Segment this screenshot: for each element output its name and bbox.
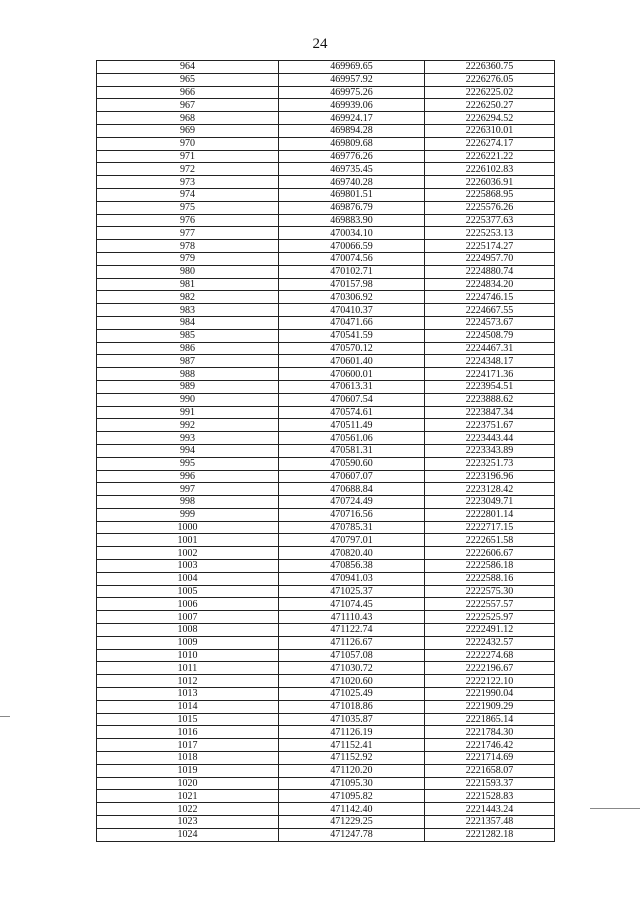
- point-number-cell: 994: [97, 444, 279, 457]
- table-row: [97, 534, 555, 547]
- table-row: [97, 700, 555, 713]
- x-coordinate-cell: 470797.01: [279, 534, 425, 547]
- table-row: [97, 419, 555, 432]
- y-coordinate-cell: 2221593.37: [425, 777, 555, 790]
- y-coordinate-cell: 2222525.97: [425, 611, 555, 624]
- y-coordinate-cell: 2221909.29: [425, 700, 555, 713]
- y-coordinate-cell: 2224573.67: [425, 316, 555, 329]
- y-coordinate-cell: 2221443.24: [425, 803, 555, 816]
- y-coordinate-cell: 2224508.79: [425, 329, 555, 342]
- table-row: [97, 316, 555, 329]
- x-coordinate-cell: 469894.28: [279, 124, 425, 137]
- x-coordinate-cell: 471025.37: [279, 585, 425, 598]
- y-coordinate-cell: 2226294.52: [425, 112, 555, 125]
- x-coordinate-cell: 471122.74: [279, 624, 425, 637]
- table-row: [97, 675, 555, 688]
- point-number-cell: 969: [97, 124, 279, 137]
- point-number-cell: 993: [97, 432, 279, 445]
- table-row: [97, 406, 555, 419]
- table-row: [97, 764, 555, 777]
- y-coordinate-cell: 2221990.04: [425, 688, 555, 701]
- y-coordinate-cell: 2222122.10: [425, 675, 555, 688]
- x-coordinate-cell: 469776.26: [279, 150, 425, 163]
- x-coordinate-cell: 471018.86: [279, 700, 425, 713]
- y-coordinate-cell: 2222586.18: [425, 560, 555, 573]
- y-coordinate-cell: 2223128.42: [425, 483, 555, 496]
- x-coordinate-cell: 470157.98: [279, 278, 425, 291]
- y-coordinate-cell: 2223343.89: [425, 444, 555, 457]
- coordinates-table: [96, 60, 555, 842]
- x-coordinate-cell: 470306.92: [279, 291, 425, 304]
- y-coordinate-cell: 2225174.27: [425, 240, 555, 253]
- y-coordinate-cell: 2222274.68: [425, 649, 555, 662]
- point-number-cell: 970: [97, 137, 279, 150]
- table-row: [97, 483, 555, 496]
- table-row: [97, 201, 555, 214]
- table-row: [97, 227, 555, 240]
- y-coordinate-cell: 2226276.05: [425, 73, 555, 86]
- point-number-cell: 996: [97, 470, 279, 483]
- table-row: [97, 112, 555, 125]
- x-coordinate-cell: 470688.84: [279, 483, 425, 496]
- table-row: [97, 803, 555, 816]
- x-coordinate-cell: 470607.54: [279, 393, 425, 406]
- table-row: [97, 521, 555, 534]
- right-edge-mark: [590, 808, 640, 809]
- y-coordinate-cell: 2226036.91: [425, 176, 555, 189]
- point-number-cell: 986: [97, 342, 279, 355]
- x-coordinate-cell: 471120.20: [279, 764, 425, 777]
- x-coordinate-cell: 470066.59: [279, 240, 425, 253]
- y-coordinate-cell: 2224834.20: [425, 278, 555, 291]
- point-number-cell: 987: [97, 355, 279, 368]
- table-row: [97, 688, 555, 701]
- x-coordinate-cell: 470541.59: [279, 329, 425, 342]
- y-coordinate-cell: 2223751.67: [425, 419, 555, 432]
- y-coordinate-cell: 2222606.67: [425, 547, 555, 560]
- table-row: [97, 342, 555, 355]
- y-coordinate-cell: 2224467.31: [425, 342, 555, 355]
- table-row: [97, 86, 555, 99]
- x-coordinate-cell: 469809.68: [279, 137, 425, 150]
- point-number-cell: 991: [97, 406, 279, 419]
- table-row: [97, 828, 555, 841]
- point-number-cell: 1018: [97, 752, 279, 765]
- point-number-cell: 964: [97, 61, 279, 74]
- y-coordinate-cell: 2223049.71: [425, 496, 555, 509]
- x-coordinate-cell: 470471.66: [279, 316, 425, 329]
- y-coordinate-cell: 2221357.48: [425, 816, 555, 829]
- point-number-cell: 1005: [97, 585, 279, 598]
- x-coordinate-cell: 470820.40: [279, 547, 425, 560]
- point-number-cell: 975: [97, 201, 279, 214]
- table-row: [97, 150, 555, 163]
- y-coordinate-cell: 2221784.30: [425, 726, 555, 739]
- x-coordinate-cell: 470570.12: [279, 342, 425, 355]
- x-coordinate-cell: 470724.49: [279, 496, 425, 509]
- y-coordinate-cell: 2221714.69: [425, 752, 555, 765]
- point-number-cell: 1003: [97, 560, 279, 573]
- point-number-cell: 1001: [97, 534, 279, 547]
- y-coordinate-cell: 2225576.26: [425, 201, 555, 214]
- y-coordinate-cell: 2223196.96: [425, 470, 555, 483]
- table-row: [97, 124, 555, 137]
- point-number-cell: 992: [97, 419, 279, 432]
- x-coordinate-cell: 471020.60: [279, 675, 425, 688]
- point-number-cell: 981: [97, 278, 279, 291]
- table-row: [97, 726, 555, 739]
- x-coordinate-cell: 471126.19: [279, 726, 425, 739]
- x-coordinate-cell: 470590.60: [279, 457, 425, 470]
- point-number-cell: 1002: [97, 547, 279, 560]
- y-coordinate-cell: 2225868.95: [425, 188, 555, 201]
- table-row: [97, 739, 555, 752]
- y-coordinate-cell: 2224957.70: [425, 252, 555, 265]
- x-coordinate-cell: 471152.41: [279, 739, 425, 752]
- y-coordinate-cell: 2223847.34: [425, 406, 555, 419]
- y-coordinate-cell: 2226250.27: [425, 99, 555, 112]
- point-number-cell: 978: [97, 240, 279, 253]
- point-number-cell: 1012: [97, 675, 279, 688]
- y-coordinate-cell: 2224348.17: [425, 355, 555, 368]
- table-row: [97, 304, 555, 317]
- left-edge-mark: [0, 716, 10, 717]
- point-number-cell: 1017: [97, 739, 279, 752]
- y-coordinate-cell: 2226102.83: [425, 163, 555, 176]
- x-coordinate-cell: 471142.40: [279, 803, 425, 816]
- page-number: 24: [312, 36, 328, 52]
- y-coordinate-cell: 2226221.22: [425, 150, 555, 163]
- x-coordinate-cell: 470561.06: [279, 432, 425, 445]
- table-row: [97, 572, 555, 585]
- point-number-cell: 971: [97, 150, 279, 163]
- y-coordinate-cell: 2223954.51: [425, 380, 555, 393]
- y-coordinate-cell: 2221746.42: [425, 739, 555, 752]
- y-coordinate-cell: 2222557.57: [425, 598, 555, 611]
- y-coordinate-cell: 2225377.63: [425, 214, 555, 227]
- y-coordinate-cell: 2222575.30: [425, 585, 555, 598]
- x-coordinate-cell: 470941.03: [279, 572, 425, 585]
- y-coordinate-cell: 2222432.57: [425, 636, 555, 649]
- table-row: [97, 99, 555, 112]
- x-coordinate-cell: 471126.67: [279, 636, 425, 649]
- point-number-cell: 1019: [97, 764, 279, 777]
- x-coordinate-cell: 471095.82: [279, 790, 425, 803]
- x-coordinate-cell: 471074.45: [279, 598, 425, 611]
- x-coordinate-cell: 470034.10: [279, 227, 425, 240]
- point-number-cell: 979: [97, 252, 279, 265]
- y-coordinate-cell: 2221865.14: [425, 713, 555, 726]
- table-row: [97, 752, 555, 765]
- x-coordinate-cell: 471152.92: [279, 752, 425, 765]
- point-number-cell: 973: [97, 176, 279, 189]
- table-row: [97, 163, 555, 176]
- point-number-cell: 1024: [97, 828, 279, 841]
- table-row: [97, 598, 555, 611]
- x-coordinate-cell: 471025.49: [279, 688, 425, 701]
- point-number-cell: 984: [97, 316, 279, 329]
- x-coordinate-cell: 470613.31: [279, 380, 425, 393]
- x-coordinate-cell: 469939.06: [279, 99, 425, 112]
- x-coordinate-cell: 469801.51: [279, 188, 425, 201]
- table-row: [97, 649, 555, 662]
- table-row: [97, 816, 555, 829]
- table-row: [97, 444, 555, 457]
- point-number-cell: 1022: [97, 803, 279, 816]
- x-coordinate-cell: 470856.38: [279, 560, 425, 573]
- table-row: [97, 432, 555, 445]
- table-row: [97, 662, 555, 675]
- point-number-cell: 1020: [97, 777, 279, 790]
- table-row: [97, 777, 555, 790]
- x-coordinate-cell: 469924.17: [279, 112, 425, 125]
- x-coordinate-cell: 470607.07: [279, 470, 425, 483]
- point-number-cell: 1021: [97, 790, 279, 803]
- y-coordinate-cell: 2224746.15: [425, 291, 555, 304]
- point-number-cell: 977: [97, 227, 279, 240]
- x-coordinate-cell: 471110.43: [279, 611, 425, 624]
- y-coordinate-cell: 2221282.18: [425, 828, 555, 841]
- table-row: [97, 470, 555, 483]
- table-row: [97, 457, 555, 470]
- x-coordinate-cell: 470785.31: [279, 521, 425, 534]
- table-row: [97, 240, 555, 253]
- y-coordinate-cell: 2222717.15: [425, 521, 555, 534]
- y-coordinate-cell: 2224880.74: [425, 265, 555, 278]
- table-row: [97, 611, 555, 624]
- x-coordinate-cell: 471030.72: [279, 662, 425, 675]
- x-coordinate-cell: 471095.30: [279, 777, 425, 790]
- table-row: [97, 214, 555, 227]
- y-coordinate-cell: 2223888.62: [425, 393, 555, 406]
- point-number-cell: 980: [97, 265, 279, 278]
- table-row: [97, 176, 555, 189]
- y-coordinate-cell: 2222588.16: [425, 572, 555, 585]
- table-row: [97, 393, 555, 406]
- table-row: [97, 585, 555, 598]
- point-number-cell: 1009: [97, 636, 279, 649]
- table-row: [97, 624, 555, 637]
- table-row: [97, 560, 555, 573]
- table-row: [97, 547, 555, 560]
- table-row: [97, 790, 555, 803]
- y-coordinate-cell: 2222801.14: [425, 508, 555, 521]
- y-coordinate-cell: 2225253.13: [425, 227, 555, 240]
- coordinates-table-body: [97, 61, 555, 842]
- point-number-cell: 1011: [97, 662, 279, 675]
- point-number-cell: 983: [97, 304, 279, 317]
- y-coordinate-cell: 2224667.55: [425, 304, 555, 317]
- point-number-cell: 1010: [97, 649, 279, 662]
- point-number-cell: 990: [97, 393, 279, 406]
- table-row: [97, 188, 555, 201]
- table-row: [97, 368, 555, 381]
- table-row: [97, 636, 555, 649]
- table-row: [97, 291, 555, 304]
- table-row: [97, 278, 555, 291]
- x-coordinate-cell: 469876.79: [279, 201, 425, 214]
- point-number-cell: 966: [97, 86, 279, 99]
- table-row: [97, 329, 555, 342]
- x-coordinate-cell: 471035.87: [279, 713, 425, 726]
- x-coordinate-cell: 470511.49: [279, 419, 425, 432]
- x-coordinate-cell: 470410.37: [279, 304, 425, 317]
- point-number-cell: 1006: [97, 598, 279, 611]
- x-coordinate-cell: 469735.45: [279, 163, 425, 176]
- x-coordinate-cell: 470102.71: [279, 265, 425, 278]
- y-coordinate-cell: 2226310.01: [425, 124, 555, 137]
- table-row: [97, 137, 555, 150]
- y-coordinate-cell: 2222196.67: [425, 662, 555, 675]
- point-number-cell: 965: [97, 73, 279, 86]
- point-number-cell: 967: [97, 99, 279, 112]
- x-coordinate-cell: 470581.31: [279, 444, 425, 457]
- x-coordinate-cell: 470716.56: [279, 508, 425, 521]
- x-coordinate-cell: 470600.01: [279, 368, 425, 381]
- x-coordinate-cell: 471057.08: [279, 649, 425, 662]
- table-row: [97, 265, 555, 278]
- point-number-cell: 972: [97, 163, 279, 176]
- point-number-cell: 985: [97, 329, 279, 342]
- x-coordinate-cell: 469883.90: [279, 214, 425, 227]
- y-coordinate-cell: 2226360.75: [425, 61, 555, 74]
- table-row: [97, 73, 555, 86]
- y-coordinate-cell: 2226274.17: [425, 137, 555, 150]
- x-coordinate-cell: 470601.40: [279, 355, 425, 368]
- y-coordinate-cell: 2223251.73: [425, 457, 555, 470]
- table-row: [97, 496, 555, 509]
- point-number-cell: 1014: [97, 700, 279, 713]
- point-number-cell: 988: [97, 368, 279, 381]
- point-number-cell: 1007: [97, 611, 279, 624]
- table-row: [97, 508, 555, 521]
- x-coordinate-cell: 469957.92: [279, 73, 425, 86]
- point-number-cell: 1000: [97, 521, 279, 534]
- x-coordinate-cell: 470074.56: [279, 252, 425, 265]
- point-number-cell: 982: [97, 291, 279, 304]
- y-coordinate-cell: 2222491.12: [425, 624, 555, 637]
- x-coordinate-cell: 471229.25: [279, 816, 425, 829]
- point-number-cell: 974: [97, 188, 279, 201]
- y-coordinate-cell: 2223443.44: [425, 432, 555, 445]
- point-number-cell: 999: [97, 508, 279, 521]
- x-coordinate-cell: 471247.78: [279, 828, 425, 841]
- x-coordinate-cell: 469969.65: [279, 61, 425, 74]
- table-row: [97, 380, 555, 393]
- x-coordinate-cell: 470574.61: [279, 406, 425, 419]
- point-number-cell: 1008: [97, 624, 279, 637]
- y-coordinate-cell: 2226225.02: [425, 86, 555, 99]
- table-row: [97, 252, 555, 265]
- point-number-cell: 1023: [97, 816, 279, 829]
- point-number-cell: 1015: [97, 713, 279, 726]
- point-number-cell: 1013: [97, 688, 279, 701]
- point-number-cell: 1016: [97, 726, 279, 739]
- table-row: [97, 713, 555, 726]
- point-number-cell: 976: [97, 214, 279, 227]
- y-coordinate-cell: 2222651.58: [425, 534, 555, 547]
- y-coordinate-cell: 2224171.36: [425, 368, 555, 381]
- table-row: [97, 61, 555, 74]
- point-number-cell: 995: [97, 457, 279, 470]
- x-coordinate-cell: 469975.26: [279, 86, 425, 99]
- y-coordinate-cell: 2221658.07: [425, 764, 555, 777]
- point-number-cell: 998: [97, 496, 279, 509]
- y-coordinate-cell: 2221528.83: [425, 790, 555, 803]
- table-row: [97, 355, 555, 368]
- point-number-cell: 1004: [97, 572, 279, 585]
- point-number-cell: 968: [97, 112, 279, 125]
- point-number-cell: 997: [97, 483, 279, 496]
- point-number-cell: 989: [97, 380, 279, 393]
- x-coordinate-cell: 469740.28: [279, 176, 425, 189]
